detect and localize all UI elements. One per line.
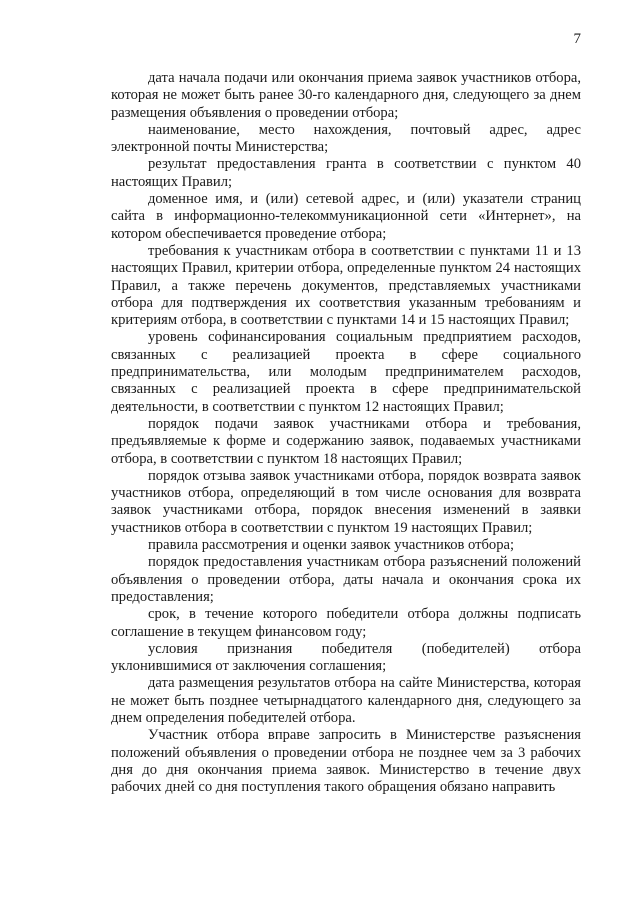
paragraph-evaluation-rules: правила рассмотрения и оценки заявок участников отбора; (148, 537, 515, 554)
paragraph-domain-name: доменное имя, и (или) сетевой адрес, и (или) указатели страниц сайта в информационно-телекоммуникационной сети «Интернет», на котором обеспечивается проведение отбора; (111, 191, 581, 242)
page-number: 7 (573, 31, 581, 47)
paragraph-cofinancing-level: уровень софинансирования социальным предприятием расходов, связанных с реализацией проекта в сфере социального предпринимательства, или молодым предпринимателем расходов, связанных с реализацией проекта в сфере предпринимательской деятельности, в соответствии с пунктом 12 настоящих Правил; (111, 329, 581, 415)
paragraph-grant-result: результат предоставления гранта в соответствии с пунктом 40 настоящих Правил; (111, 156, 581, 190)
paragraph-evasion-conditions: условия признания победителя (победителей) отбора уклонившимися от заключения соглашения; (111, 640, 581, 675)
paragraph-agreement-deadline: срок, в течение которого победители отбора должны подписать соглашение в текущем финансовом году; (111, 606, 581, 640)
paragraph-ministry-contacts: наименование, место нахождения, почтовый адрес, адрес электронной почты Министерства; (111, 121, 581, 156)
paragraph-participant-requirements: требования к участникам отбора в соответствии с пунктами 11 и 13 настоящих Правил, критерии отбора, определенные пунктом 24 настоящих Правил, а также перечень документов, представляемых участниками отбора для подтверждения их соответствия указанным требованиям и критериям отбора, в соответствии с пунктами 14 и 15 настоящих Правил; (111, 242, 581, 329)
paragraph-application-dates: дата начала подачи или окончания приема заявок участников отбора, которая не может быть ранее 30-го календарного дня, следующего за днем размещения объявления о проведении отбора; (111, 70, 581, 121)
paragraph-clarification-procedure: порядок предоставления участникам отбора разъяснений положений объявления о проведении отбора, даты начала и окончания срока их предоставления; (111, 554, 581, 605)
document-body (111, 70, 581, 796)
paragraph-application-procedure: порядок подачи заявок участниками отбора и требования, предъявляемые к форме и содержанию заявок, подаваемых участниками отбора, в соответствии с пунктом 18 настоящих Правил; (111, 415, 581, 467)
paragraph-withdrawal-procedure: порядок отзыва заявок участниками отбора, порядок возврата заявок участников отбора, определяющий в том числе основания для возврата заявок участниками отбора, порядок внесения изменений в заявки участников отбора в соответствии с пунктом 19 настоящих Правил; (111, 467, 581, 536)
paragraph-clarification-request: Участник отбора вправе запросить в Министерстве разъяснения положений объявления о проведении отбора не позднее чем за 3 рабочих дня до дня окончания приема заявок. Министерство в течение двух рабочих дней со дня поступления такого обращения обязано направить (111, 727, 581, 796)
paragraph-results-publication: дата размещения результатов отбора на сайте Министерства, которая не может быть позднее четырнадцатого календарного дня, следующего за днем определения победителей отбора. (111, 675, 581, 726)
